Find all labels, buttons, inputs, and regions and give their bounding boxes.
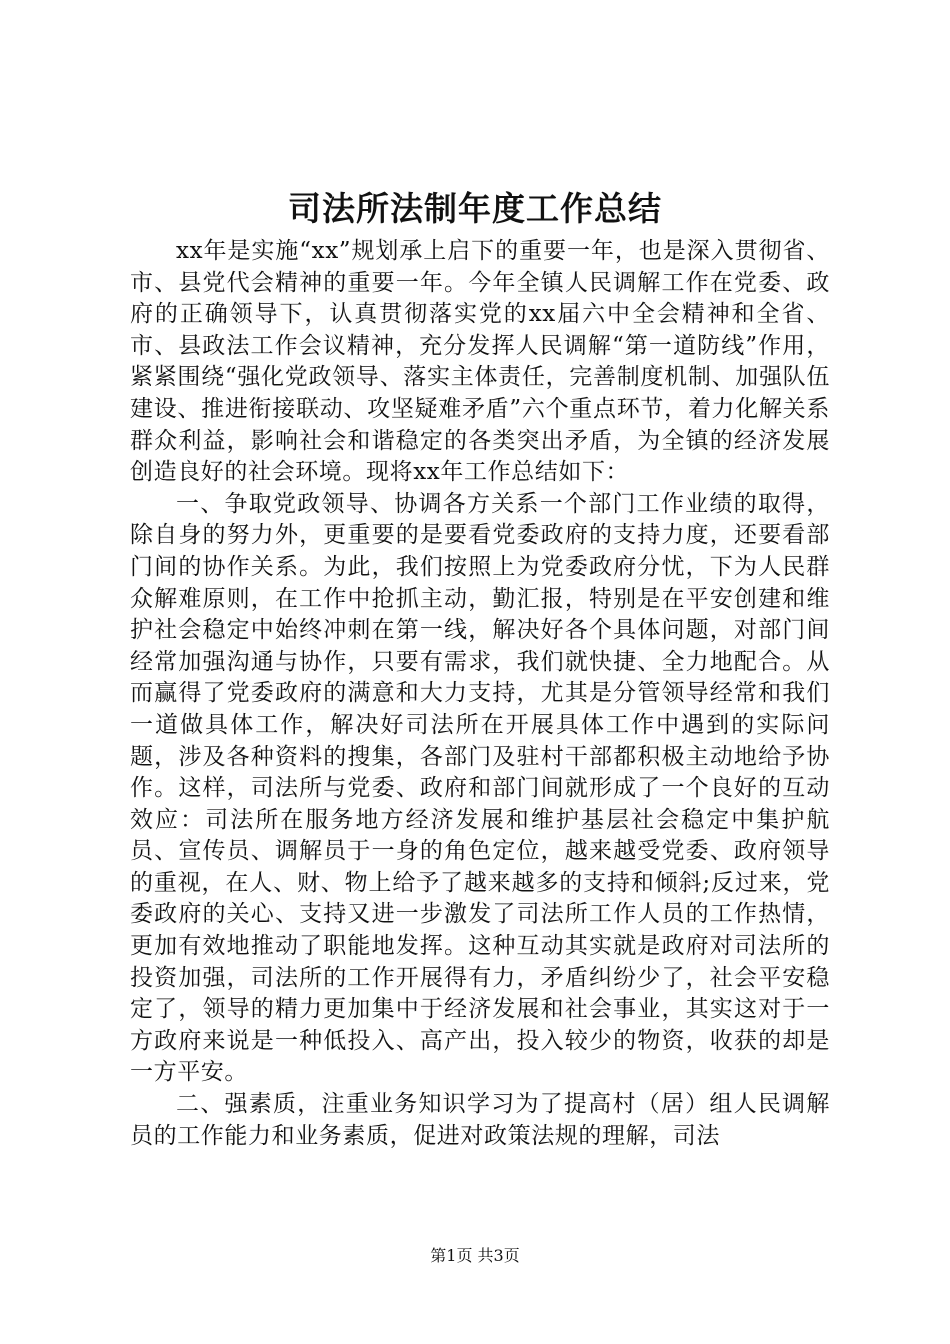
paragraph-section-2: 二、强素质，注重业务知识学习为了提高村（居）组人民调解员的工作能力和业务素质，促进对政策法规的理解，司法 xyxy=(130,1091,830,1149)
paragraph-section-1: 一、争取党政领导、协调各方关系一个部门工作业绩的取得，除自身的努力外，更重要的是要看党委政府的支持力度，还要看部门间的协作关系。为此，我们按照上为党委政府分忧，下为人民群众解难原则，在工作中抢抓主动，勤汇报，特别是在平安创建和维护社会稳定中始终冲刺在第一线，解决好各个具体问题，对部门间经常加强沟通与协作，只要有需求，我们就快捷、全力地配合。从而赢得了党委政府的满意和大力支持，尤其是分管领导经常和我们一道做具体工作，解决好司法所在开展具体工作中遇到的实际问题，涉及各种资料的搜集，各部门及驻村干部都积极主动地给予协作。这样，司法所与党委、政府和部门间就形成了一个良好的互动效应：司法所在服务地方经济发展和维护基层社会稳定中集护航员、宣传员、调解员于一身的角色定位，越来越受党委、政府领导的重视，在人、财、物上给予了越来越多的支持和倾斜;反过来，党委政府的关心、支持又进一步激发了司法所工作人员的工作热情，更加有效地推动了职能地发挥。这种互动其实就是政府对司法所的投资加强，司法所的工作开展得有力，矛盾纠纷少了，社会平安稳定了，领导的精力更加集中于经济发展和社会事业，其实这对于一方政府来说是一种低投入、高产出，投入较少的物资，收获的却是一方平安。 xyxy=(130,490,830,1086)
page-number-footer: 第1页 共3页 xyxy=(430,1246,520,1265)
document-body xyxy=(130,236,830,1152)
paragraph-intro: xx年是实施“xx”规划承上启下的重要一年，也是深入贯彻省、市、县党代会精神的重要一年。今年全镇人民调解工作在党委、政府的正确领导下，认真贯彻落实党的xx届六中全会精神和全省、市、县政法工作会议精神，充分发挥人民调解“第一道防线”作用，紧紧围绕“强化党政领导、落实主体责任，完善制度机制、加强队伍建设、推进衔接联动、攻坚疑难矛盾”六个重点环节，着力化解关系群众利益，影响社会和谐稳定的各类突出矛盾，为全镇的经济发展创造良好的社会环境。现将xx年工作总结如下： xyxy=(130,238,830,486)
document-title: 司法所法制年度工作总结 xyxy=(288,189,662,228)
